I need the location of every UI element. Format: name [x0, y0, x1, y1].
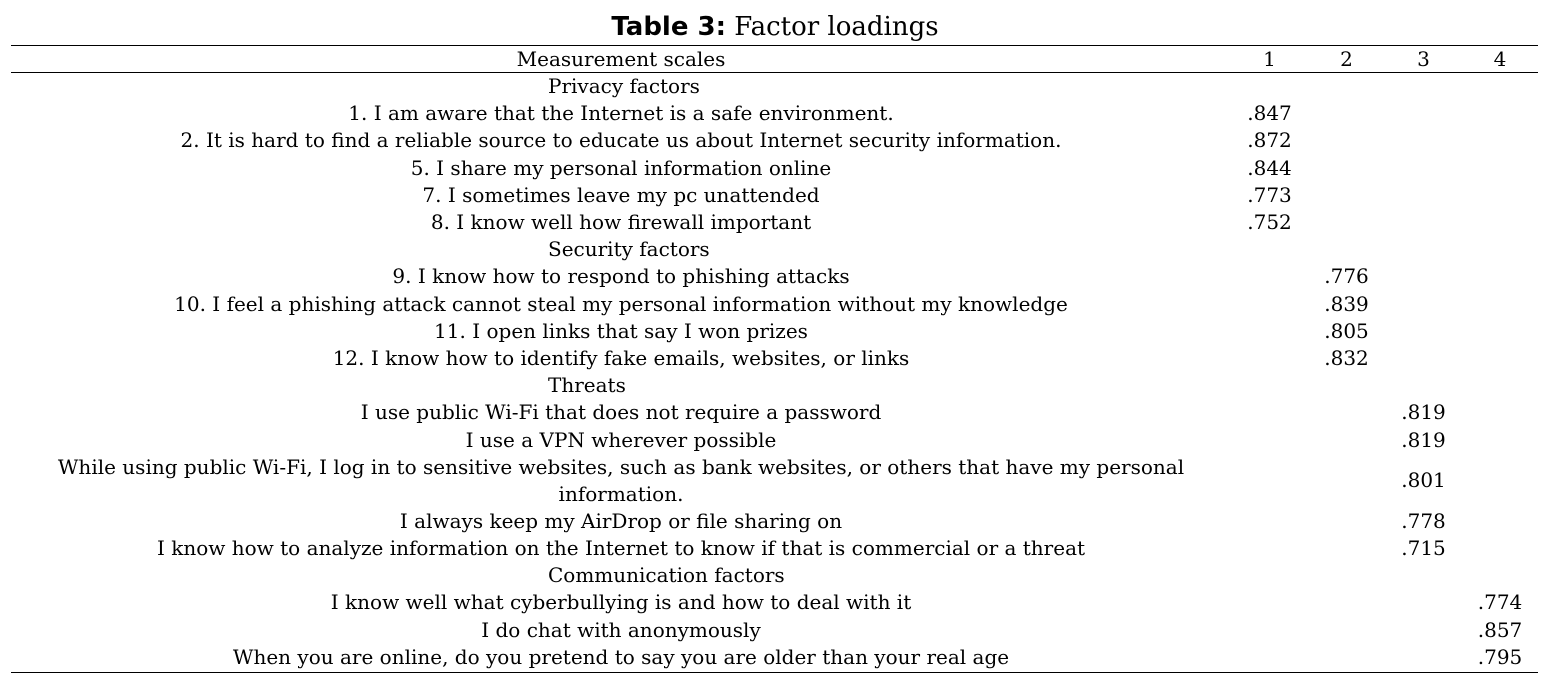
table-row: [11, 291, 1538, 318]
loading-factor-2: .776: [1324, 264, 1369, 289]
loading-factor-2: [1308, 535, 1385, 562]
item-text: I use a VPN wherever possible: [465, 427, 777, 452]
loading-factor-1: [1231, 345, 1308, 372]
item-text: 8. I know well how firewall important: [430, 210, 812, 235]
loading-factor-2: [1308, 427, 1385, 454]
loading-factor-2: [1308, 508, 1385, 535]
loading-factor-2: [1308, 209, 1385, 236]
loading-factor-3: [1385, 589, 1462, 616]
table-row: [11, 535, 1538, 562]
loading-factor-3: [1385, 209, 1462, 236]
loading-factor-4: [1462, 508, 1538, 535]
loading-factor-3: .715: [1401, 536, 1446, 561]
table-header-row: [11, 46, 1538, 73]
table-row: [11, 100, 1538, 127]
table-row: [11, 454, 1538, 508]
loading-factor-2: [1308, 644, 1385, 671]
loading-factor-3: [1385, 345, 1462, 372]
table-row: [11, 127, 1538, 154]
loading-factor-4: .795: [1477, 644, 1523, 669]
table-bottom-rule: [11, 672, 1538, 673]
loading-factor-1: [1231, 535, 1308, 562]
group-row: [11, 236, 1538, 263]
loading-factor-2: [1308, 617, 1385, 644]
loading-factor-4: .857: [1477, 617, 1523, 642]
header-factor-2: 2: [1340, 47, 1353, 71]
item-text: I always keep my AirDrop or file sharing on: [399, 508, 843, 533]
item-text: 2. It is hard to find a reliable source to educate us about Internet security information.: [180, 128, 1062, 153]
loading-factor-2: .839: [1324, 291, 1369, 316]
group-title: Threats: [548, 373, 626, 398]
item-text: I use public Wi-Fi that does not require a password: [360, 400, 882, 425]
loading-factor-3: .801: [1401, 468, 1446, 493]
loading-factor-1: [1231, 454, 1308, 508]
loading-factor-3: .819: [1401, 400, 1446, 425]
loading-factor-3: [1385, 182, 1462, 209]
item-text: 5. I share my personal information online: [410, 155, 832, 180]
loading-factor-1: [1231, 617, 1308, 644]
table-row: [11, 318, 1538, 345]
loading-factor-2: [1308, 399, 1385, 426]
loading-factor-1: [1231, 427, 1308, 454]
table-body: [11, 73, 1538, 671]
item-text: When you are online, do you pretend to say you are older than your real age: [232, 644, 1010, 669]
table-row: [11, 399, 1538, 426]
table-row: [11, 589, 1538, 616]
group-title: Privacy factors: [548, 74, 700, 98]
table-row: [11, 155, 1538, 182]
item-text: I know how to analyze information on the Internet to know if that is commercial or a threat: [156, 536, 1086, 561]
loading-factor-4: [1462, 427, 1538, 454]
loading-factor-2: .805: [1324, 318, 1369, 343]
loading-factor-2: [1308, 127, 1385, 154]
loading-factor-4: [1462, 535, 1538, 562]
loading-factor-1: [1231, 589, 1308, 616]
loading-factor-1: [1231, 318, 1308, 345]
loading-factor-1: .844: [1247, 155, 1292, 180]
loading-factor-4: .774: [1477, 590, 1523, 615]
loading-factor-1: [1231, 263, 1308, 290]
item-text: 10. I feel a phishing attack cannot steal my personal information without my knowledge: [174, 291, 1068, 316]
loading-factor-4: [1462, 155, 1538, 182]
table-caption-text: Factor loadings: [734, 12, 939, 42]
loading-factor-1: .752: [1247, 210, 1292, 235]
loading-factor-1: .773: [1247, 182, 1292, 207]
loading-factor-2: [1308, 589, 1385, 616]
loading-factor-1: [1231, 399, 1308, 426]
loading-factor-2: [1308, 454, 1385, 508]
item-text: 12. I know how to identify fake emails, websites, or links: [332, 346, 910, 371]
table-row: [11, 263, 1538, 290]
header-factor-4: 4: [1493, 47, 1507, 71]
loading-factor-3: [1385, 155, 1462, 182]
item-text: 1. I am aware that the Internet is a safe environment.: [348, 101, 894, 126]
loading-factor-4: [1462, 291, 1538, 318]
table-row: [11, 182, 1538, 209]
item-text: While using public Wi-Fi, I log in to sensitive websites, such as bank websites, or others that have my personal information.: [57, 454, 1185, 506]
table-caption-label: Table 3:: [611, 12, 727, 42]
loading-factor-2: [1308, 100, 1385, 127]
loading-factor-4: [1462, 345, 1538, 372]
group-title: Communication factors: [548, 563, 785, 588]
loading-factor-4: [1462, 182, 1538, 209]
item-text: 7. I sometimes leave my pc unattended: [422, 182, 820, 207]
loading-factor-3: .819: [1401, 427, 1446, 452]
loading-factor-1: .872: [1247, 128, 1292, 153]
loading-factor-3: [1385, 291, 1462, 318]
loading-factor-1: [1231, 291, 1308, 318]
loading-factor-3: [1385, 127, 1462, 154]
loading-factor-1: .847: [1247, 101, 1292, 126]
loading-factor-4: [1462, 318, 1538, 345]
loading-factor-3: [1385, 617, 1462, 644]
item-text: 9. I know how to respond to phishing attacks: [392, 264, 850, 289]
loading-factor-4: [1462, 127, 1538, 154]
loading-factor-3: [1385, 263, 1462, 290]
loading-factor-4: [1462, 454, 1538, 508]
table-row: [11, 508, 1538, 535]
loading-factor-1: [1231, 508, 1308, 535]
item-text: 11. I open links that say I won prizes: [434, 318, 808, 343]
table-row: [11, 617, 1538, 644]
loading-factor-4: [1462, 399, 1538, 426]
loading-factor-3: [1385, 100, 1462, 127]
loading-factor-2: [1308, 182, 1385, 209]
loading-factor-4: [1462, 100, 1538, 127]
loading-factor-2: .832: [1324, 346, 1369, 371]
table-row: [11, 209, 1538, 236]
loading-factor-3: [1385, 644, 1462, 671]
table-row: [11, 644, 1538, 671]
loading-factor-2: [1308, 155, 1385, 182]
table-caption: [0, 10, 1550, 44]
factor-loadings-table: [11, 46, 1538, 671]
loading-factor-1: [1231, 644, 1308, 671]
group-row: [11, 372, 1538, 399]
header-factor-3: 3: [1417, 47, 1430, 71]
loading-factor-3: [1385, 318, 1462, 345]
table-row: [11, 345, 1538, 372]
item-text: I know well what cyberbullying is and how to deal with it: [330, 590, 912, 615]
group-row: [11, 562, 1538, 589]
item-text: I do chat with anonymously: [481, 617, 761, 642]
group-title: Security factors: [548, 237, 710, 262]
loading-factor-3: .778: [1401, 508, 1446, 533]
group-row: [11, 73, 1538, 100]
loading-factor-4: [1462, 263, 1538, 290]
table-row: [11, 427, 1538, 454]
header-measurement-scales: Measurement scales: [516, 47, 726, 71]
header-factor-1: 1: [1263, 47, 1276, 71]
loading-factor-4: [1462, 209, 1538, 236]
